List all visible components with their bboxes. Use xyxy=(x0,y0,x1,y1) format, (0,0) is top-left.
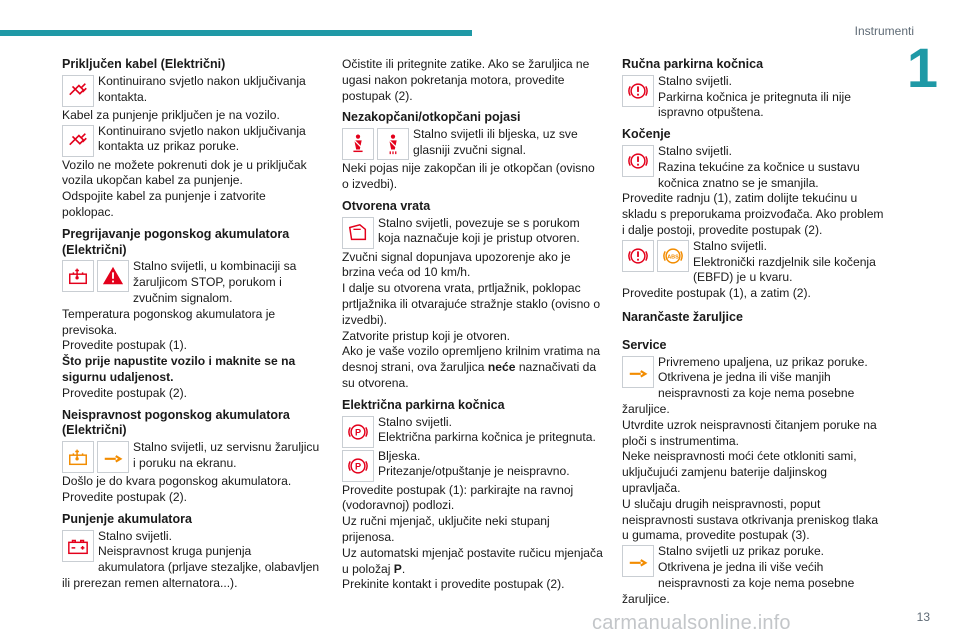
section-heading: Neispravnost pogonskog akumulatora (Električni) xyxy=(62,407,290,438)
running-title: Instrumenti xyxy=(854,24,914,38)
abs-icon xyxy=(657,240,689,272)
column-1: Priključen kabel (Električni) Kontinuirano svjetlo nakon uključivanja kontakta. Kabel za punjenje priključen je na vozilo. Kontinuirano svjetlo nakon uključivanja kontakta uz prikaz poruke. Vozilo ne možete pokrenuti dok je u priključak vozila ukopčan kabel za punjenje. Odspojite kabel za punjenje i zatvorite poklopac. Pregrijavanje pogonskog akumulatora (Električni) Stalno svijetli, u kombinaciji sa žaruljicom STOP, porukom i zvučnim signalom. Temperatura pogonskog akumulatora je previsoka. Provedite postupak (1). Što prije napustite vozilo i maknite se na sigurnu udaljenost. Provedite postupak (2). Neispravnost pogonskog akumulatora (Električni) Stalno svijetli, uz servisnu žaruljicu i poruku na ekranu. Došlo je do kvara pogonskog akumulatora. Provedite postupak (2). Punjenje akumulatora Stalno svijetli. Neispravnost kruga punjenja akumulatora (prljave stezaljke, olabavljen ili prerezan remen alternatora...). xyxy=(62,57,320,590)
indicator-entry: Stalno svijetli ili bljeska, uz sve glasniji zvučni signal. xyxy=(342,127,604,161)
brake-warning-icon xyxy=(622,145,654,177)
svg-text:P: P xyxy=(354,461,362,472)
battery-temperature-icon xyxy=(62,260,94,292)
column-2: Očistite ili pritegnite zatike. Ako se žaruljica ne ugasi nakon pokretanja motora, provedite postupak (2). Nezakopčani/otkopčani pojasi Stalno svijetli ili bljeska, uz sve glasniji zvučni signal. Neki pojas nije zakopčan ili je otkopčan (ovisno o izvedbi). Otvorena vrata Stalno svijetli, povezuje se s porukom koja naznačuje koji je pristup otvoren. Zvučni signal dopunjava upozorenje ako je brzina veća od 10 km/h. I dalje su otvorena vrata, prtljažnik, poklopac prtljažnika ili otvarajuće stražnje staklo (ovisno o izvedbi). Zatvorite pristup koji je otvoren. Ako je vaše vozilo opremljeno krilnim vratima na desnoj strani, ova žaruljica neće naznačivati da su otvorena. Električna parkirna kočnica P Stalno svijetli. Električna parkirna kočnica je pritegnuta. P Bljeska. Pritezanje/otpuštanje je neispravno. Provedite postupak (1): parkirajte na ravnoj (vodoravnoj) podlozi. Uz ručni mjenjač, uključite neki stupanj prijenosa. Uz automatski mjenjač postavite ručicu mjenjača u položaj P. Prekinite kontakt i provedite postupak (2). xyxy=(342,57,603,592)
indicator-entry: Stalno svijetli, u kombinaciji sa žaruljicom STOP, porukom i zvučnim signalom. xyxy=(62,259,320,306)
plug-icon xyxy=(62,125,94,157)
indicator-entry: Stalno svijetli. Neispravnost kruga punjenja akumulatora (prljave stezaljke, olabavljen ili prerezan remen alternatora...). xyxy=(62,528,320,590)
indicator-entry: P Stalno svijetli. Električna parkirna kočnica je pritegnuta. xyxy=(342,415,604,449)
section-heading: Kočenje xyxy=(622,127,671,142)
indicator-entry: Kontinuirano svjetlo nakon uključivanja kontakta uz prikaz poruke. xyxy=(62,124,320,158)
page-number: 13 xyxy=(916,610,930,624)
section-heading: Nezakopčani/otkopčani pojasi xyxy=(342,110,521,125)
door-open-icon xyxy=(342,217,374,249)
wrench-icon xyxy=(97,441,129,473)
section-heading: Otvorena vrata xyxy=(342,198,431,213)
indicator-entry: Kontinuirano svjetlo nakon uključivanja kontakta. xyxy=(62,74,320,108)
section-heading: Punjenje akumulatora xyxy=(62,511,192,526)
section-heading: Ručna parkirna kočnica xyxy=(622,57,764,71)
seatbelt-icon xyxy=(377,128,409,160)
indicator-entry: Stalno svijetli. Razina tekućine za kočnice u sustavu kočnica znatno se je smanjila. xyxy=(622,144,884,191)
wrench-icon xyxy=(622,356,654,388)
winged-doors-note: Ako je vaše vozilo opremljeno krilnim vratima na desnoj strani, ova žaruljica neće naznačivati da su otvorena. xyxy=(342,344,601,390)
section-heading: Priključen kabel (Električni) xyxy=(62,57,226,71)
seatbelt-icon xyxy=(342,128,374,160)
watermark: carmanualsonline.info xyxy=(592,612,791,634)
brake-warning-icon xyxy=(622,75,654,107)
indicator-entry: Privremeno upaljena, uz prikaz poruke. Otkrivena je jedna ili više manjih neispravnosti za koje nema posebne žaruljice. xyxy=(622,354,868,416)
indicator-entry: Stalno svijetli, uz servisnu žaruljicu i poruku na ekranu. xyxy=(62,440,320,474)
plug-icon xyxy=(62,75,94,107)
automatic-gearbox-note: Uz automatski mjenjač postavite ručicu mjenjača u položaj P. xyxy=(342,545,603,576)
indicator-entry: Stalno svijetli, povezuje se s porukom koja naznačuje koji je pristup otvoren. xyxy=(342,216,604,250)
chapter-number: 1 xyxy=(906,36,938,99)
section-heading: Service xyxy=(622,337,667,352)
indicator-entry: P Bljeska. Pritezanje/otpuštanje je neispravno. xyxy=(342,449,604,483)
section-heading: Pregrijavanje pogonskog akumulatora (Električni) xyxy=(62,226,290,257)
indicator-entry: Stalno svijetli. Parkirna kočnica je pritegnuta ili nije ispravno otpuštena. xyxy=(622,74,884,121)
brake-warning-icon xyxy=(622,240,654,272)
section-heading: Električna parkirna kočnica xyxy=(342,397,505,412)
column-3: Ručna parkirna kočnica Stalno svijetli. Parkirna kočnica je pritegnuta ili nije ispravno otpuštena. Kočenje Stalno svijetli. Razina tekućine za kočnice u sustavu kočnica znatno se je smanjila. Provedite radnju (1), zatim dolijte tekućinu u skladu s preporukama proizvođača. Ako problem i dalje postoji, provedite postupak (2). ABS Stalno svijetli. Elektronički razdjelnik sile kočenja (EBFD) je u kvaru. Provedite postupak (1), a zatim (2). Narančaste žaruljice Service Privremeno upaljena, uz prikaz poruke. Otkrivena je jedna ili više manjih neispravnosti za koje nema posebne žaruljice. Utvrdite uzrok neispravnosti čitanjem poruke na ploči s instrumentima. Neke neispravnosti moći ćete otkloniti sami, uključujući zamjenu baterije daljinskog upravljača. U slučaju drugih neispravnosti, poput neispravnosti sustava otkrivanja preniskog tlaka u gumama, provedite postupak (3). Stalno svijetli uz prikaz poruke. Otkrivena je jedna ili više većih neispravnosti za koje nema posebne žaruljice. xyxy=(622,57,884,606)
battery-icon xyxy=(62,530,94,562)
indicator-entry: ABS Stalno svijetli. Elektronički razdjelnik sile kočenja (EBFD) je u kvaru. xyxy=(622,239,884,286)
warning-triangle-icon xyxy=(97,260,129,292)
wrench-icon xyxy=(622,545,654,577)
indicator-entry: Stalno svijetli uz prikaz poruke. Otkrivena je jedna ili više većih neispravnosti za koje nema posebne žaruljice. xyxy=(622,544,855,606)
parking-brake-p-icon xyxy=(342,450,374,482)
section-heading: Narančaste žaruljice xyxy=(622,309,743,324)
svg-text:ABS: ABS xyxy=(667,254,679,261)
svg-text:P: P xyxy=(354,427,362,438)
parking-brake-p-icon xyxy=(342,416,374,448)
header-accent-bar xyxy=(0,30,472,36)
battery-temperature-icon xyxy=(62,441,94,473)
